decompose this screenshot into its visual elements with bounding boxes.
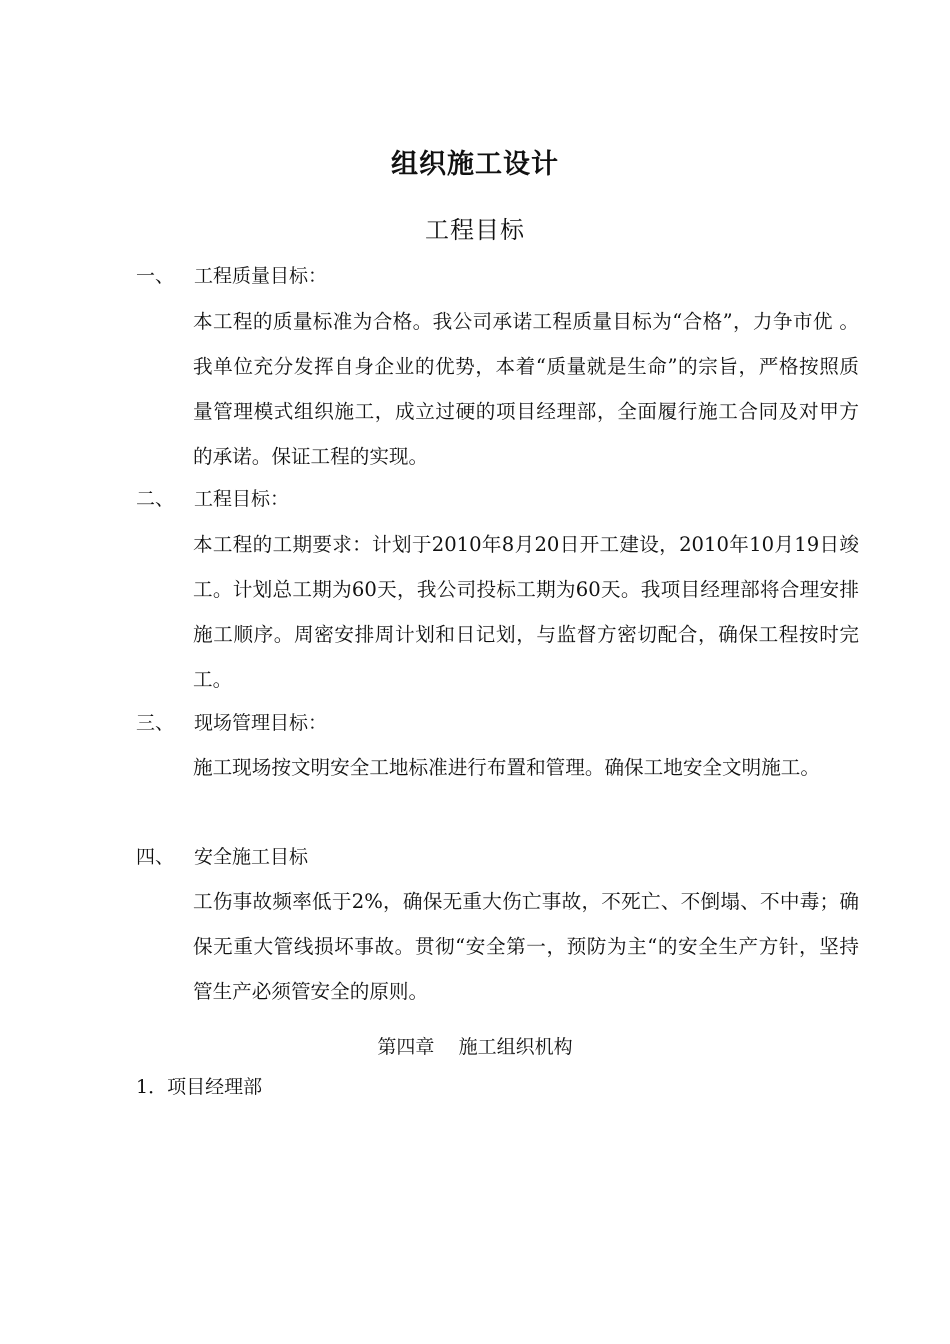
section-heading-4	[136, 842, 308, 872]
section-heading-2	[136, 484, 289, 514]
chapter-heading: 第四章 施工组织机构	[377, 1036, 573, 1058]
document-title: 组织施工设计	[391, 149, 559, 180]
section-number: 二、	[136, 488, 175, 510]
section-heading-text: 现场管理目标：	[194, 712, 328, 734]
section-heading-3	[136, 708, 327, 738]
section-number: 三、	[136, 712, 175, 734]
section-number: 一、	[136, 265, 175, 287]
section-paragraph-1: 本工程的质量标准为合格。我公司承诺工程质量目标为“合格”，力争市优 。我单位充分发挥自身企业的优势，本着“质量就是生命”的宗旨，严格按照质量管理模式组织施工，成立过硬的项目经理部，全面履行施工合同及对甲方的承诺。保证工程的实现。	[193, 310, 859, 468]
section-heading-text: 工程质量目标：	[194, 265, 328, 287]
section-heading-text: 工程目标：	[194, 488, 290, 510]
section-number: 四、	[136, 846, 175, 868]
list-item: 1．项目经理部	[136, 1076, 263, 1098]
section-subtitle: 工程目标	[425, 216, 525, 244]
section-heading-text: 安全施工目标	[194, 846, 309, 868]
section-paragraph-4: 工伤事故频率低于2%，确保无重大伤亡事故，不死亡、不倒塌、不中毒；确保无重大管线损坏事故。贯彻“安全第一，预防为主“的安全生产方针，坚持管生产必须管安全的原则。	[193, 890, 859, 1003]
section-paragraph-3: 施工现场按文明安全工地标准进行布置和管理。确保工地安全文明施工。	[193, 756, 820, 779]
section-paragraph-2: 本工程的工期要求：计划于2010年8月20日开工建设，2010年10月19日竣工。计划总工期为60天，我公司投标工期为60天。我项目经理部将合理安排施工顺序。周密安排周计划和日记划，与监督方密切配合，确保工程按时完工。	[193, 533, 859, 691]
section-heading-1	[136, 261, 327, 291]
